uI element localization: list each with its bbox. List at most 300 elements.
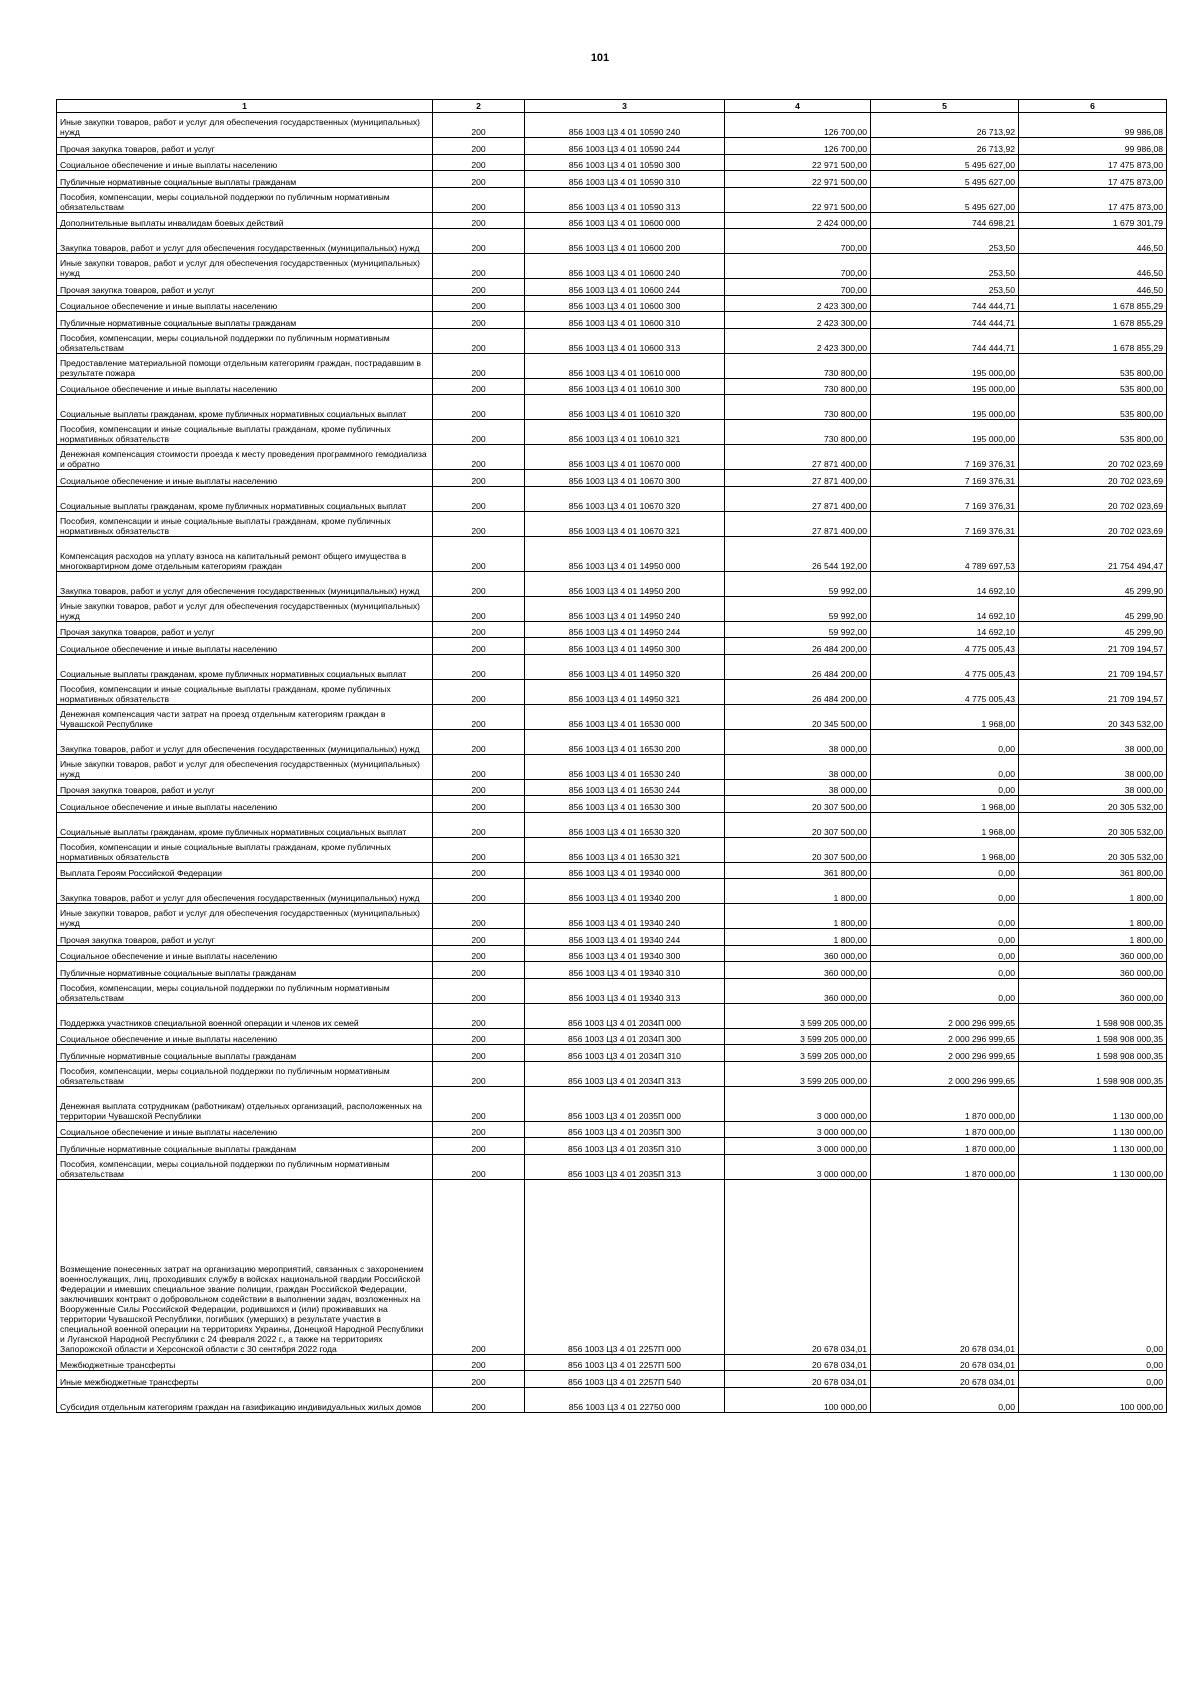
row-classification-code: 856 1003 Ц3 4 01 14950 300 <box>525 638 725 655</box>
row-approved-amount: 700,00 <box>725 229 871 254</box>
table-row <box>57 1371 1167 1388</box>
row-name: Социальные выплаты гражданам, кроме публичных нормативных социальных выплат <box>57 395 433 420</box>
row-classification-code: 856 1003 Ц3 4 01 19340 244 <box>525 929 725 946</box>
row-approved-amount: 700,00 <box>725 254 871 279</box>
row-name: Прочая закупка товаров, работ и услуг <box>57 279 433 296</box>
row-line-code: 200 <box>433 1045 525 1062</box>
row-unexecuted-amount: 99 986,08 <box>1019 138 1167 155</box>
row-classification-code: 856 1003 Ц3 4 01 14950 321 <box>525 679 725 704</box>
row-approved-amount: 26 484 200,00 <box>725 638 871 655</box>
row-approved-amount: 20 307 500,00 <box>725 796 871 813</box>
row-executed-amount: 744 444,71 <box>871 328 1019 353</box>
table-row <box>57 929 1167 946</box>
table-row <box>57 1121 1167 1138</box>
row-name: Предоставление материальной помощи отдельным категориям граждан, пострадавшим в результате пожара <box>57 353 433 378</box>
row-unexecuted-amount: 20 305 532,00 <box>1019 812 1167 837</box>
table-row <box>57 378 1167 395</box>
table-row <box>57 879 1167 904</box>
row-unexecuted-amount: 17 475 873,00 <box>1019 187 1167 212</box>
row-executed-amount: 26 713,92 <box>871 113 1019 138</box>
table-row <box>57 254 1167 279</box>
row-name: Публичные нормативные социальные выплаты гражданам <box>57 962 433 979</box>
row-name: Социальное обеспечение и иные выплаты населению <box>57 295 433 312</box>
row-unexecuted-amount: 1 130 000,00 <box>1019 1121 1167 1138</box>
table-row <box>57 1354 1167 1371</box>
row-executed-amount: 7 169 376,31 <box>871 511 1019 536</box>
column-number-3: 3 <box>525 100 725 113</box>
row-name: Прочая закупка товаров, работ и услуг <box>57 138 433 155</box>
row-unexecuted-amount: 446,50 <box>1019 279 1167 296</box>
row-executed-amount: 0,00 <box>871 929 1019 946</box>
row-line-code: 200 <box>433 812 525 837</box>
row-unexecuted-amount: 1 800,00 <box>1019 879 1167 904</box>
row-executed-amount: 4 775 005,43 <box>871 638 1019 655</box>
row-executed-amount: 0,00 <box>871 879 1019 904</box>
row-approved-amount: 360 000,00 <box>725 978 871 1003</box>
row-unexecuted-amount: 360 000,00 <box>1019 978 1167 1003</box>
row-approved-amount: 730 800,00 <box>725 395 871 420</box>
row-classification-code: 856 1003 Ц3 4 01 10670 000 <box>525 445 725 470</box>
row-unexecuted-amount: 38 000,00 <box>1019 754 1167 779</box>
row-line-code: 200 <box>433 254 525 279</box>
row-name: Денежная компенсация стоимости проезда к месту проведения программного гемодиализа и обратно <box>57 445 433 470</box>
row-unexecuted-amount: 1 800,00 <box>1019 929 1167 946</box>
table-row <box>57 654 1167 679</box>
table-row <box>57 312 1167 329</box>
table-row <box>57 1086 1167 1121</box>
column-number-6: 6 <box>1019 100 1167 113</box>
row-unexecuted-amount: 446,50 <box>1019 229 1167 254</box>
row-classification-code: 856 1003 Ц3 4 01 2034П 310 <box>525 1045 725 1062</box>
row-line-code: 200 <box>433 511 525 536</box>
row-approved-amount: 59 992,00 <box>725 571 871 596</box>
row-line-code: 200 <box>433 904 525 929</box>
row-line-code: 200 <box>433 796 525 813</box>
row-approved-amount: 3 000 000,00 <box>725 1086 871 1121</box>
column-number-row <box>57 100 1167 113</box>
row-classification-code: 856 1003 Ц3 4 01 16530 320 <box>525 812 725 837</box>
row-approved-amount: 730 800,00 <box>725 420 871 445</box>
row-line-code: 200 <box>433 445 525 470</box>
row-line-code: 200 <box>433 879 525 904</box>
row-classification-code: 856 1003 Ц3 4 01 2034П 300 <box>525 1028 725 1045</box>
row-executed-amount: 5 495 627,00 <box>871 187 1019 212</box>
row-approved-amount: 38 000,00 <box>725 779 871 796</box>
row-name: Социальные выплаты гражданам, кроме публичных нормативных социальных выплат <box>57 654 433 679</box>
row-classification-code: 856 1003 Ц3 4 01 16530 244 <box>525 779 725 796</box>
row-line-code: 200 <box>433 154 525 171</box>
table-row <box>57 1061 1167 1086</box>
row-executed-amount: 1 870 000,00 <box>871 1086 1019 1121</box>
row-classification-code: 856 1003 Ц3 4 01 2035П 313 <box>525 1154 725 1179</box>
row-classification-code: 856 1003 Ц3 4 01 10670 321 <box>525 511 725 536</box>
row-line-code: 200 <box>433 1061 525 1086</box>
row-approved-amount: 27 871 400,00 <box>725 511 871 536</box>
row-name: Пособия, компенсации, меры социальной поддержки по публичным нормативным обязательствам <box>57 978 433 1003</box>
row-unexecuted-amount: 535 800,00 <box>1019 353 1167 378</box>
row-name: Прочая закупка товаров, работ и услуг <box>57 621 433 638</box>
row-line-code: 200 <box>433 486 525 511</box>
row-approved-amount: 2 423 300,00 <box>725 295 871 312</box>
row-name: Пособия, компенсации и иные социальные выплаты гражданам, кроме публичных нормативных обязательств <box>57 837 433 862</box>
row-approved-amount: 38 000,00 <box>725 754 871 779</box>
row-classification-code: 856 1003 Ц3 4 01 19340 000 <box>525 862 725 879</box>
row-executed-amount: 20 678 034,01 <box>871 1354 1019 1371</box>
row-executed-amount: 0,00 <box>871 978 1019 1003</box>
table-row <box>57 962 1167 979</box>
table-row <box>57 1179 1167 1354</box>
row-unexecuted-amount: 1 678 855,29 <box>1019 295 1167 312</box>
table-row <box>57 704 1167 729</box>
row-classification-code: 856 1003 Ц3 4 01 16530 321 <box>525 837 725 862</box>
row-line-code: 200 <box>433 596 525 621</box>
row-executed-amount: 195 000,00 <box>871 378 1019 395</box>
table-row <box>57 511 1167 536</box>
row-classification-code: 856 1003 Ц3 4 01 14950 200 <box>525 571 725 596</box>
row-approved-amount: 26 484 200,00 <box>725 679 871 704</box>
row-executed-amount: 2 000 296 999,65 <box>871 1003 1019 1028</box>
row-executed-amount: 0,00 <box>871 904 1019 929</box>
budget-execution-table <box>56 99 1167 1413</box>
row-executed-amount: 195 000,00 <box>871 353 1019 378</box>
row-approved-amount: 3 599 205 000,00 <box>725 1003 871 1028</box>
row-classification-code: 856 1003 Ц3 4 01 14950 244 <box>525 621 725 638</box>
column-number-2: 2 <box>433 100 525 113</box>
table-row <box>57 904 1167 929</box>
row-classification-code: 856 1003 Ц3 4 01 2034П 313 <box>525 1061 725 1086</box>
row-approved-amount: 38 000,00 <box>725 729 871 754</box>
row-line-code: 200 <box>433 1354 525 1371</box>
row-unexecuted-amount: 21 709 194,57 <box>1019 638 1167 655</box>
row-classification-code: 856 1003 Ц3 4 01 10610 321 <box>525 420 725 445</box>
row-approved-amount: 3 599 205 000,00 <box>725 1028 871 1045</box>
row-classification-code: 856 1003 Ц3 4 01 14950 320 <box>525 654 725 679</box>
row-executed-amount: 7 169 376,31 <box>871 470 1019 487</box>
row-unexecuted-amount: 0,00 <box>1019 1371 1167 1388</box>
row-executed-amount: 5 495 627,00 <box>871 154 1019 171</box>
row-approved-amount: 2 423 300,00 <box>725 328 871 353</box>
table-row <box>57 229 1167 254</box>
row-classification-code: 856 1003 Ц3 4 01 10610 300 <box>525 378 725 395</box>
row-line-code: 200 <box>433 378 525 395</box>
row-approved-amount: 360 000,00 <box>725 962 871 979</box>
row-line-code: 200 <box>433 113 525 138</box>
row-unexecuted-amount: 1 130 000,00 <box>1019 1086 1167 1121</box>
row-executed-amount: 195 000,00 <box>871 420 1019 445</box>
row-line-code: 200 <box>433 679 525 704</box>
column-number-5: 5 <box>871 100 1019 113</box>
row-executed-amount: 744 698,21 <box>871 212 1019 229</box>
table-row <box>57 679 1167 704</box>
row-unexecuted-amount: 1 598 908 000,35 <box>1019 1045 1167 1062</box>
row-unexecuted-amount: 446,50 <box>1019 254 1167 279</box>
row-line-code: 200 <box>433 945 525 962</box>
row-approved-amount: 22 971 500,00 <box>725 154 871 171</box>
row-name: Выплата Героям Российской Федерации <box>57 862 433 879</box>
row-unexecuted-amount: 20 343 532,00 <box>1019 704 1167 729</box>
table-row <box>57 862 1167 879</box>
row-name: Закупка товаров, работ и услуг для обеспечения государственных (муниципальных) нужд <box>57 729 433 754</box>
row-line-code: 200 <box>433 295 525 312</box>
row-classification-code: 856 1003 Ц3 4 01 2035П 310 <box>525 1138 725 1155</box>
row-classification-code: 856 1003 Ц3 4 01 19340 200 <box>525 879 725 904</box>
table-row <box>57 171 1167 188</box>
table-row <box>57 212 1167 229</box>
row-unexecuted-amount: 45 299,90 <box>1019 596 1167 621</box>
table-row <box>57 328 1167 353</box>
row-name: Межбюджетные трансферты <box>57 1354 433 1371</box>
row-executed-amount: 0,00 <box>871 754 1019 779</box>
row-name: Социальное обеспечение и иные выплаты населению <box>57 945 433 962</box>
row-unexecuted-amount: 0,00 <box>1019 1354 1167 1371</box>
row-line-code: 200 <box>433 654 525 679</box>
table-row <box>57 945 1167 962</box>
row-unexecuted-amount: 0,00 <box>1019 1179 1167 1354</box>
row-unexecuted-amount: 99 986,08 <box>1019 113 1167 138</box>
row-approved-amount: 20 678 034,01 <box>725 1371 871 1388</box>
row-approved-amount: 700,00 <box>725 279 871 296</box>
row-name: Денежная компенсация части затрат на проезд отдельным категориям граждан в Чувашской Республике <box>57 704 433 729</box>
row-classification-code: 856 1003 Ц3 4 01 2257П 540 <box>525 1371 725 1388</box>
row-unexecuted-amount: 21 709 194,57 <box>1019 654 1167 679</box>
row-approved-amount: 27 871 400,00 <box>725 486 871 511</box>
row-classification-code: 856 1003 Ц3 4 01 14950 240 <box>525 596 725 621</box>
row-executed-amount: 14 692,10 <box>871 571 1019 596</box>
row-executed-amount: 0,00 <box>871 862 1019 879</box>
row-unexecuted-amount: 535 800,00 <box>1019 395 1167 420</box>
row-line-code: 200 <box>433 1154 525 1179</box>
row-executed-amount: 1 968,00 <box>871 796 1019 813</box>
row-approved-amount: 1 800,00 <box>725 929 871 946</box>
row-executed-amount: 1 870 000,00 <box>871 1121 1019 1138</box>
row-unexecuted-amount: 20 702 023,69 <box>1019 511 1167 536</box>
page-number: 101 <box>590 52 610 64</box>
row-classification-code: 856 1003 Ц3 4 01 10600 200 <box>525 229 725 254</box>
row-classification-code: 856 1003 Ц3 4 01 10590 240 <box>525 113 725 138</box>
row-line-code: 200 <box>433 754 525 779</box>
row-line-code: 200 <box>433 138 525 155</box>
row-executed-amount: 1 870 000,00 <box>871 1138 1019 1155</box>
row-name: Поддержка участников специальной военной операции и членов их семей <box>57 1003 433 1028</box>
row-line-code: 200 <box>433 1179 525 1354</box>
row-line-code: 200 <box>433 1028 525 1045</box>
table-row <box>57 754 1167 779</box>
row-name: Социальное обеспечение и иные выплаты населению <box>57 638 433 655</box>
row-classification-code: 856 1003 Ц3 4 01 10590 300 <box>525 154 725 171</box>
row-classification-code: 856 1003 Ц3 4 01 2257П 000 <box>525 1179 725 1354</box>
row-line-code: 200 <box>433 1121 525 1138</box>
row-classification-code: 856 1003 Ц3 4 01 14950 000 <box>525 536 725 571</box>
row-classification-code: 856 1003 Ц3 4 01 10600 244 <box>525 279 725 296</box>
row-executed-amount: 0,00 <box>871 962 1019 979</box>
table-row <box>57 395 1167 420</box>
row-line-code: 200 <box>433 279 525 296</box>
row-name: Социальное обеспечение и иные выплаты населению <box>57 470 433 487</box>
row-executed-amount: 5 495 627,00 <box>871 171 1019 188</box>
row-name: Публичные нормативные социальные выплаты гражданам <box>57 1138 433 1155</box>
row-unexecuted-amount: 20 702 023,69 <box>1019 445 1167 470</box>
row-executed-amount: 253,50 <box>871 229 1019 254</box>
row-classification-code: 856 1003 Ц3 4 01 22750 000 <box>525 1387 725 1412</box>
row-name: Социальное обеспечение и иные выплаты населению <box>57 1028 433 1045</box>
row-executed-amount: 2 000 296 999,65 <box>871 1061 1019 1086</box>
row-name: Публичные нормативные социальные выплаты гражданам <box>57 171 433 188</box>
row-unexecuted-amount: 20 702 023,69 <box>1019 470 1167 487</box>
row-unexecuted-amount: 1 678 855,29 <box>1019 312 1167 329</box>
row-approved-amount: 27 871 400,00 <box>725 470 871 487</box>
row-executed-amount: 1 870 000,00 <box>871 1154 1019 1179</box>
row-approved-amount: 20 678 034,01 <box>725 1354 871 1371</box>
table-row <box>57 837 1167 862</box>
table-row <box>57 470 1167 487</box>
row-unexecuted-amount: 20 305 532,00 <box>1019 837 1167 862</box>
table-row <box>57 1154 1167 1179</box>
row-unexecuted-amount: 535 800,00 <box>1019 378 1167 395</box>
row-name: Пособия, компенсации, меры социальной поддержки по публичным нормативным обязательствам <box>57 187 433 212</box>
row-executed-amount: 1 968,00 <box>871 812 1019 837</box>
row-unexecuted-amount: 1 800,00 <box>1019 904 1167 929</box>
table-row <box>57 596 1167 621</box>
table-row <box>57 536 1167 571</box>
row-unexecuted-amount: 1 678 855,29 <box>1019 328 1167 353</box>
row-name: Иные закупки товаров, работ и услуг для обеспечения государственных (муниципальных) нужд <box>57 254 433 279</box>
row-unexecuted-amount: 1 130 000,00 <box>1019 1138 1167 1155</box>
table-row <box>57 353 1167 378</box>
column-number-1: 1 <box>57 100 433 113</box>
table-row <box>57 1045 1167 1062</box>
row-name: Компенсация расходов на уплату взноса на капитальный ремонт общего имущества в многоквартирном доме отдельным категориям граждан <box>57 536 433 571</box>
row-name: Возмещение понесенных затрат на организацию мероприятий, связанных с захоронением военнослужащих, лиц, проходивших службу в войсках национальной гвардии Российской Федерации и имевших специальное звание полиции, граждан Российской Федерации, заключивших контракт о добровольном содействии в выполнении задач, возложенных на Вооруженные Силы Российской Федерации, родившихся и (или) проживавших на территории Чувашской Республики, погибших (умерших) в результате участия в специальной военной операции на территориях Украины, Донецкой Народной Республики и Луганской Народной Республики с 24 февраля 2022 г., а также на территориях Запорожской области и Херсонской области с 30 сентября 2022 года <box>57 1179 433 1354</box>
row-name: Иные межбюджетные трансферты <box>57 1371 433 1388</box>
row-line-code: 200 <box>433 212 525 229</box>
row-executed-amount: 1 968,00 <box>871 837 1019 862</box>
row-approved-amount: 27 871 400,00 <box>725 445 871 470</box>
row-classification-code: 856 1003 Ц3 4 01 10590 310 <box>525 171 725 188</box>
row-approved-amount: 20 345 500,00 <box>725 704 871 729</box>
row-unexecuted-amount: 1 598 908 000,35 <box>1019 1061 1167 1086</box>
row-classification-code: 856 1003 Ц3 4 01 10600 240 <box>525 254 725 279</box>
row-classification-code: 856 1003 Ц3 4 01 10600 000 <box>525 212 725 229</box>
row-executed-amount: 195 000,00 <box>871 395 1019 420</box>
row-line-code: 200 <box>433 862 525 879</box>
row-executed-amount: 0,00 <box>871 1387 1019 1412</box>
row-approved-amount: 2 423 300,00 <box>725 312 871 329</box>
row-approved-amount: 22 971 500,00 <box>725 187 871 212</box>
row-line-code: 200 <box>433 837 525 862</box>
row-approved-amount: 730 800,00 <box>725 353 871 378</box>
row-approved-amount: 1 800,00 <box>725 904 871 929</box>
row-unexecuted-amount: 38 000,00 <box>1019 779 1167 796</box>
row-classification-code: 856 1003 Ц3 4 01 19340 300 <box>525 945 725 962</box>
row-line-code: 200 <box>433 962 525 979</box>
row-name: Иные закупки товаров, работ и услуг для обеспечения государственных (муниципальных) нужд <box>57 113 433 138</box>
row-name: Пособия, компенсации и иные социальные выплаты гражданам, кроме публичных нормативных обязательств <box>57 511 433 536</box>
row-unexecuted-amount: 21 754 494,47 <box>1019 536 1167 571</box>
row-unexecuted-amount: 1 598 908 000,35 <box>1019 1028 1167 1045</box>
table-row <box>57 486 1167 511</box>
row-approved-amount: 20 678 034,01 <box>725 1179 871 1354</box>
row-classification-code: 856 1003 Ц3 4 01 10590 244 <box>525 138 725 155</box>
row-line-code: 200 <box>433 536 525 571</box>
row-classification-code: 856 1003 Ц3 4 01 2257П 500 <box>525 1354 725 1371</box>
row-unexecuted-amount: 20 702 023,69 <box>1019 486 1167 511</box>
row-unexecuted-amount: 100 000,00 <box>1019 1387 1167 1412</box>
row-classification-code: 856 1003 Ц3 4 01 2035П 300 <box>525 1121 725 1138</box>
row-line-code: 200 <box>433 1138 525 1155</box>
row-approved-amount: 360 000,00 <box>725 945 871 962</box>
row-line-code: 200 <box>433 1387 525 1412</box>
row-unexecuted-amount: 21 709 194,57 <box>1019 679 1167 704</box>
row-classification-code: 856 1003 Ц3 4 01 10600 310 <box>525 312 725 329</box>
row-classification-code: 856 1003 Ц3 4 01 16530 300 <box>525 796 725 813</box>
row-executed-amount: 20 678 034,01 <box>871 1371 1019 1388</box>
row-approved-amount: 730 800,00 <box>725 378 871 395</box>
row-classification-code: 856 1003 Ц3 4 01 2035П 000 <box>525 1086 725 1121</box>
row-approved-amount: 3 000 000,00 <box>725 1121 871 1138</box>
row-line-code: 200 <box>433 395 525 420</box>
row-executed-amount: 2 000 296 999,65 <box>871 1028 1019 1045</box>
row-approved-amount: 1 800,00 <box>725 879 871 904</box>
row-line-code: 200 <box>433 420 525 445</box>
row-name: Пособия, компенсации, меры социальной поддержки по публичным нормативным обязательствам <box>57 328 433 353</box>
table-body <box>57 100 1167 1413</box>
row-approved-amount: 2 424 000,00 <box>725 212 871 229</box>
row-line-code: 200 <box>433 1086 525 1121</box>
row-executed-amount: 1 968,00 <box>871 704 1019 729</box>
column-number-4: 4 <box>725 100 871 113</box>
row-name: Социальное обеспечение и иные выплаты населению <box>57 154 433 171</box>
table-row <box>57 621 1167 638</box>
table-row <box>57 796 1167 813</box>
row-classification-code: 856 1003 Ц3 4 01 16530 000 <box>525 704 725 729</box>
row-name: Социальное обеспечение и иные выплаты населению <box>57 796 433 813</box>
row-line-code: 200 <box>433 571 525 596</box>
row-line-code: 200 <box>433 187 525 212</box>
row-classification-code: 856 1003 Ц3 4 01 10670 300 <box>525 470 725 487</box>
row-unexecuted-amount: 1 598 908 000,35 <box>1019 1003 1167 1028</box>
table-row <box>57 113 1167 138</box>
row-approved-amount: 126 700,00 <box>725 138 871 155</box>
row-unexecuted-amount: 1 679 301,79 <box>1019 212 1167 229</box>
row-approved-amount: 20 307 500,00 <box>725 812 871 837</box>
row-classification-code: 856 1003 Ц3 4 01 2034П 000 <box>525 1003 725 1028</box>
row-approved-amount: 3 599 205 000,00 <box>725 1045 871 1062</box>
row-name: Публичные нормативные социальные выплаты гражданам <box>57 312 433 329</box>
row-name: Иные закупки товаров, работ и услуг для обеспечения государственных (муниципальных) нужд <box>57 904 433 929</box>
row-classification-code: 856 1003 Ц3 4 01 10600 313 <box>525 328 725 353</box>
row-approved-amount: 22 971 500,00 <box>725 171 871 188</box>
row-approved-amount: 126 700,00 <box>725 113 871 138</box>
table-row <box>57 1028 1167 1045</box>
row-line-code: 200 <box>433 1371 525 1388</box>
row-unexecuted-amount: 535 800,00 <box>1019 420 1167 445</box>
row-approved-amount: 26 484 200,00 <box>725 654 871 679</box>
row-classification-code: 856 1003 Ц3 4 01 19340 240 <box>525 904 725 929</box>
row-name: Прочая закупка товаров, работ и услуг <box>57 929 433 946</box>
table-row <box>57 154 1167 171</box>
row-unexecuted-amount: 38 000,00 <box>1019 729 1167 754</box>
row-name: Иные закупки товаров, работ и услуг для обеспечения государственных (муниципальных) нужд <box>57 596 433 621</box>
row-line-code: 200 <box>433 978 525 1003</box>
row-approved-amount: 59 992,00 <box>725 621 871 638</box>
row-name: Пособия, компенсации, меры социальной поддержки по публичным нормативным обязательствам <box>57 1154 433 1179</box>
row-line-code: 200 <box>433 621 525 638</box>
row-approved-amount: 3 000 000,00 <box>725 1154 871 1179</box>
row-line-code: 200 <box>433 929 525 946</box>
row-name: Денежная выплата сотрудникам (работникам) отдельных организаций, расположенных на территории Чувашской Республики <box>57 1086 433 1121</box>
row-classification-code: 856 1003 Ц3 4 01 16530 240 <box>525 754 725 779</box>
row-unexecuted-amount: 20 305 532,00 <box>1019 796 1167 813</box>
